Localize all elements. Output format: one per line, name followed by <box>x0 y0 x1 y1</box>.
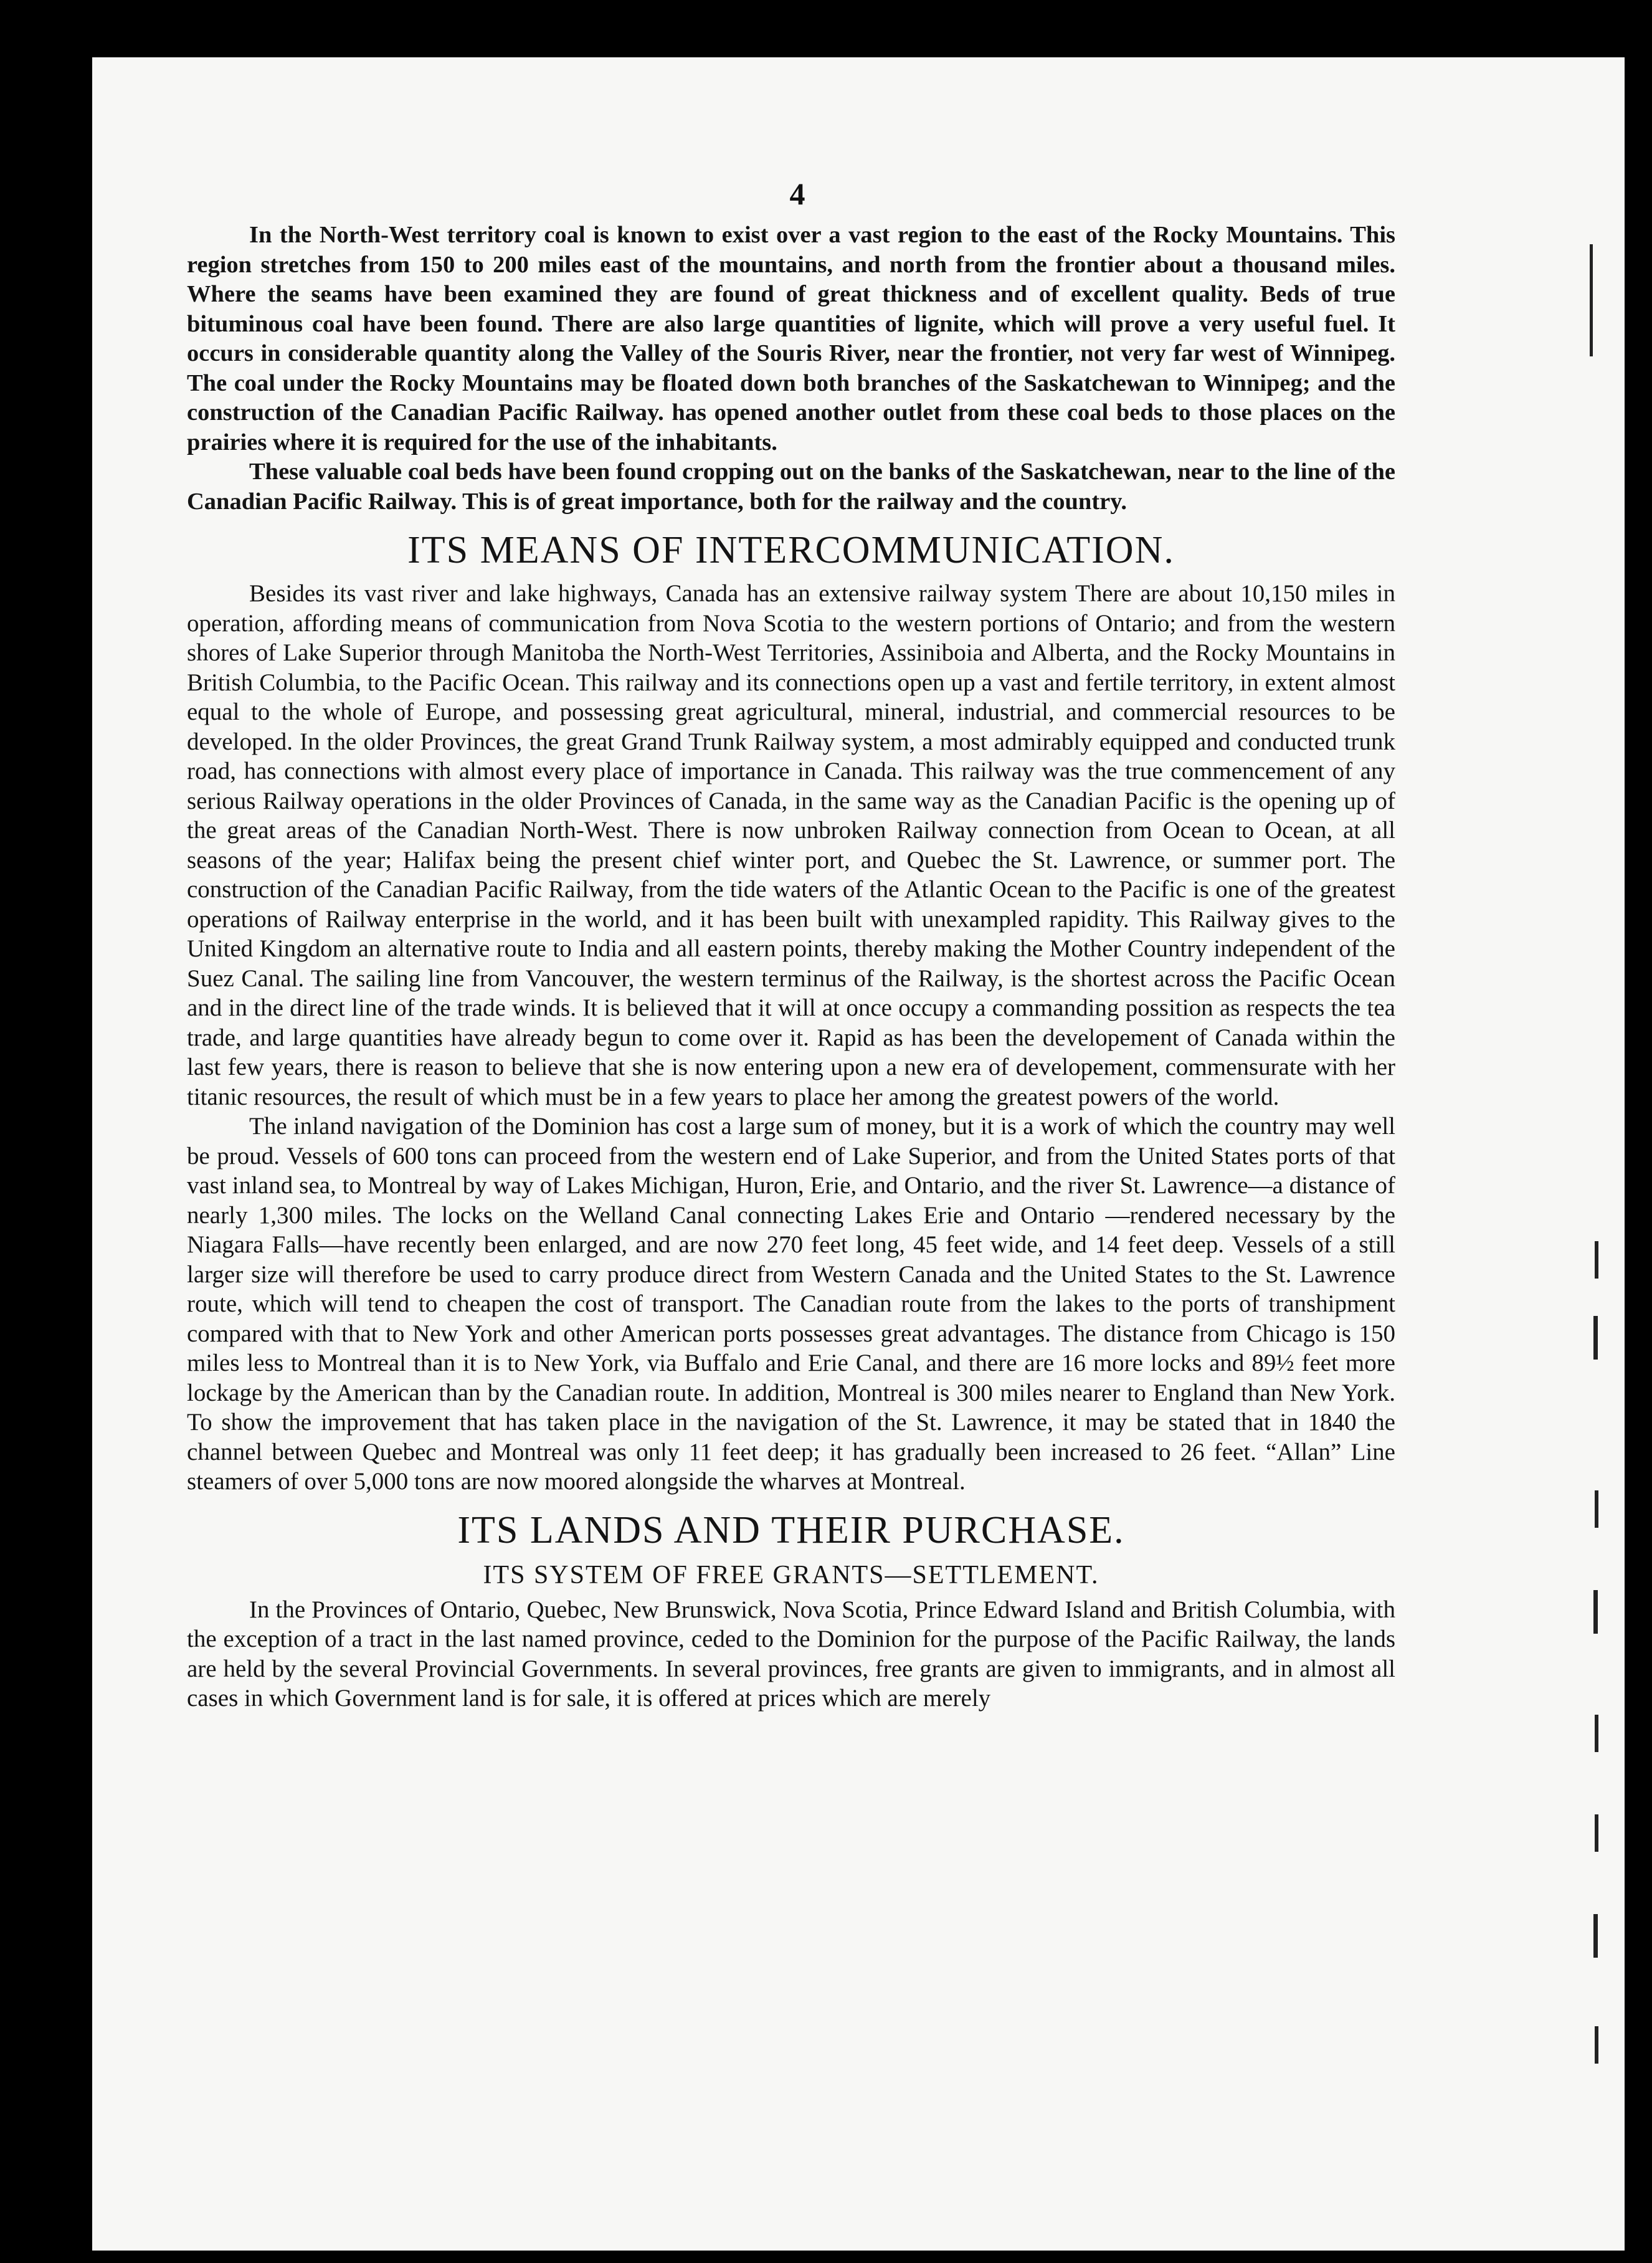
page-body <box>187 221 1395 1713</box>
right-margin-scan-marks <box>1587 182 1606 2113</box>
page-sheet <box>92 57 1625 2251</box>
heading-intercommunication: ITS MEANS OF INTERCOMMUNICATION. <box>407 529 1175 571</box>
subheading-free-grants: ITS SYSTEM OF FREE GRANTS—SETTLEMENT. <box>483 1560 1099 1589</box>
paragraph-provinces-land: In the Provinces of Ontario, Quebec, New Brunswick, Nova Scotia, Prince Edward Island and British Columbia, with the exception of a tract in the last named province, ceded to the Dominion for the purpose of the Pacific Railway, the lands are held by the several Provincial Governments. In several provinces, free grants are given to immigrants, and in almost all cases in which Government land is for sale, it is offered at prices which are merely <box>187 1596 1395 1712</box>
paragraph-coal-north-west: In the North-West territory coal is known to exist over a vast region to the east of the Rocky Mountains. This region stretches from 150 to 200 miles east of the mountains, and north from the frontier about a thousand miles. Where the seams have been examined they are found of great thickness and of excellent quality. Beds of true bituminous coal have been found. There are also large quantities of lignite, which will prove a very useful fuel. It occurs in considerable quantity along the Valley of the Souris River, near the frontier, not very far west of Winnipeg. The coal under the Rocky Mountains may be floated down both branches of the Saskatchewan to Winnipeg; and the construction of the Canadian Pacific Railway. has opened another outlet from these coal beds to those places on the prairies where it is required for the use of the inhabitants. <box>187 222 1395 455</box>
paragraph-railway-system: Besides its vast river and lake highways, Canada has an extensive railway system There are about 10,150 miles in operation, affording means of communication from Nova Scotia to the western portions of Ontario; and from the western shores of Lake Superior through Manitoba the North-West Territories, Assiniboia and Alberta, and the Rocky Mountains in British Columbia, to the Pacific Ocean. This railway and its connections open up a vast and fertile territory, in extent almost equal to the whole of Europe, and possessing great agricultural, mineral, industrial, and commercial resources to be developed. In the older Provinces, the great Grand Trunk Railway system, a most admirably equipped and conducted trunk road, has connections with almost every place of importance in Canada. This railway was the true commencement of any serious Railway operations in the older Provinces of Canada, in the same way as the Canadian Pacific is the opening up of the great areas of the Canadian North-West. There is now unbroken Railway connection from Ocean to Ocean, at all seasons of the year; Halifax being the present chief winter port, and Quebec the St. Lawrence, or summer port. The construction of the Canadian Pacific Railway, from the tide waters of the Atlantic Ocean to the Pacific is one of the greatest operations of Railway enterprise in the world, and it has been built with unexampled rapidity. This Railway gives to the United Kingdom an alternative route to India and all eastern points, thereby making the Mother Country independent of the Suez Canal. The sailing line from Vancouver, the western terminus of the Railway, is the shortest across the Pacific Ocean and in the direct line of the trade winds. It is believed that it will at once occupy a commanding possition as respects the tea trade, and large quantities have already begun to come over it. Rapid as has been the developement of Canada within the last few years, there is reason to believe that she is now entering upon a new era of developement, commensurate with her titanic resources, the result of which must be in a few years to place her among the greatest powers of the world. <box>187 580 1395 1110</box>
paragraph-coal-saskatchewan: These valuable coal beds have been found cropping out on the banks of the Saskatchewan, near to the line of the Canadian Pacific Railway. This is of great importance, both for the railway and the country. <box>187 459 1395 515</box>
page-number: 4 <box>789 176 805 211</box>
paragraph-inland-navigation: The inland navigation of the Dominion has cost a large sum of money, but it is a work of which the country may well be proud. Vessels of 600 tons can proceed from the western end of Lake Superior, and from the United States ports of that vast inland sea, to Montreal by way of Lakes Michigan, Huron, Erie, and Ontario, and the river St. Lawrence—a distance of nearly 1,300 miles. The locks on the Welland Canal connecting Lakes Erie and Ontario —rendered necessary by the Niagara Falls—have recently been enlarged, and are now 270 feet long, 45 feet wide, and 14 feet deep. Vessels of a still larger size will therefore be used to carry produce direct from Western Canada and the United States to the St. Lawrence route, which will tend to cheapen the cost of transport. The Canadian route from the lakes to the ports of transhipment compared with that to New York and other American ports possesses great advantages. The distance from Chicago is 150 miles less to Montreal than it is to New York, via Buffalo and Erie Canal, and there are 16 more locks and 89½ feet more lockage by the American than by the Canadian route. In addition, Montreal is 300 miles nearer to England than New York. To show the improvement that has taken place in the navigation of the St. Lawrence, it may be stated that in 1840 the channel between Quebec and Montreal was only 11 feet deep; it has gradually been increased to 26 feet. “Allan” Line steamers of over 5,000 tons are now moored alongside the wharves at Montreal. <box>187 1113 1395 1495</box>
heading-lands-purchase: ITS LANDS AND THEIR PURCHASE. <box>457 1508 1125 1551</box>
